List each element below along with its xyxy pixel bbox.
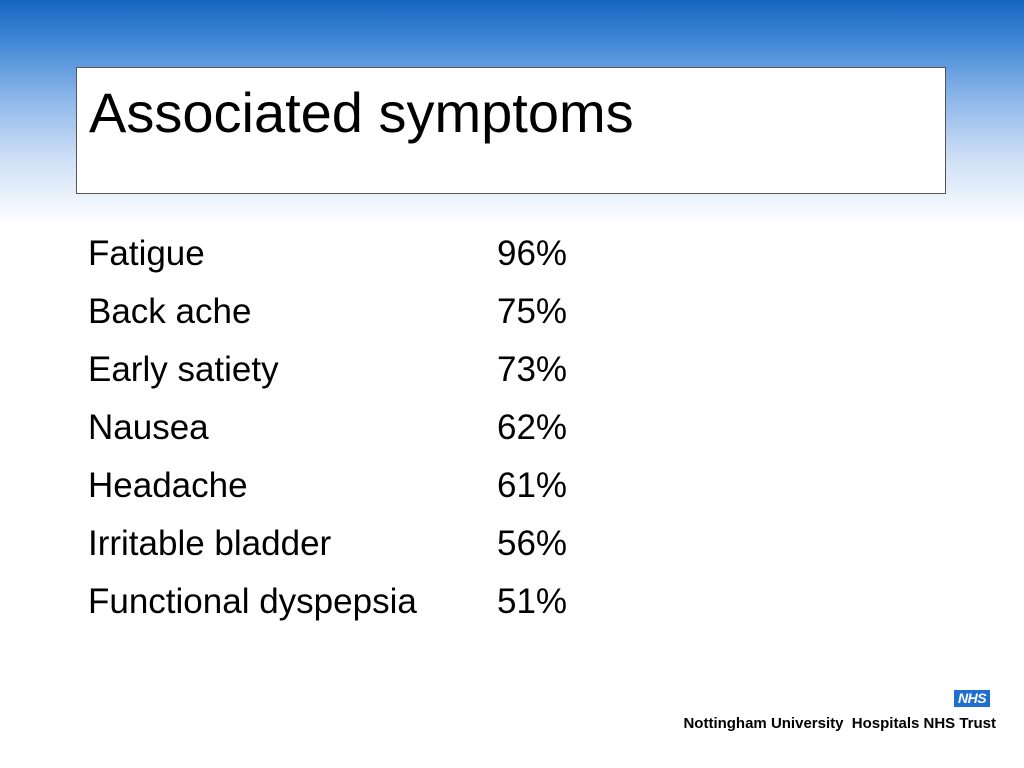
symptom-name: Back ache <box>88 292 252 331</box>
organization-name: Nottingham University Hospitals NHS Trust <box>683 715 996 732</box>
title-box <box>76 67 946 194</box>
symptom-row <box>88 283 648 341</box>
symptom-row <box>88 225 648 283</box>
symptom-percent: 75% <box>497 292 568 331</box>
slide-title: Associated symptoms <box>89 81 634 144</box>
symptom-percent: 96% <box>497 234 568 273</box>
nhs-logo: NHS <box>954 690 990 707</box>
symptom-row <box>88 573 648 631</box>
symptom-row <box>88 399 648 457</box>
symptom-name: Irritable bladder <box>88 524 332 563</box>
symptom-percent: 62% <box>497 408 568 447</box>
symptom-percent: 56% <box>497 524 568 563</box>
symptom-name: Functional dyspepsia <box>88 582 417 621</box>
symptom-row <box>88 457 648 515</box>
symptom-row <box>88 341 648 399</box>
symptom-percent: 73% <box>497 350 568 389</box>
symptom-name: Fatigue <box>88 234 205 273</box>
symptom-percent: 61% <box>497 466 568 505</box>
symptom-row <box>88 515 648 573</box>
symptom-name: Headache <box>88 466 248 505</box>
symptom-name: Nausea <box>88 408 209 447</box>
symptom-percent: 51% <box>497 582 568 621</box>
symptom-name: Early satiety <box>88 350 279 389</box>
symptom-list <box>88 225 648 631</box>
